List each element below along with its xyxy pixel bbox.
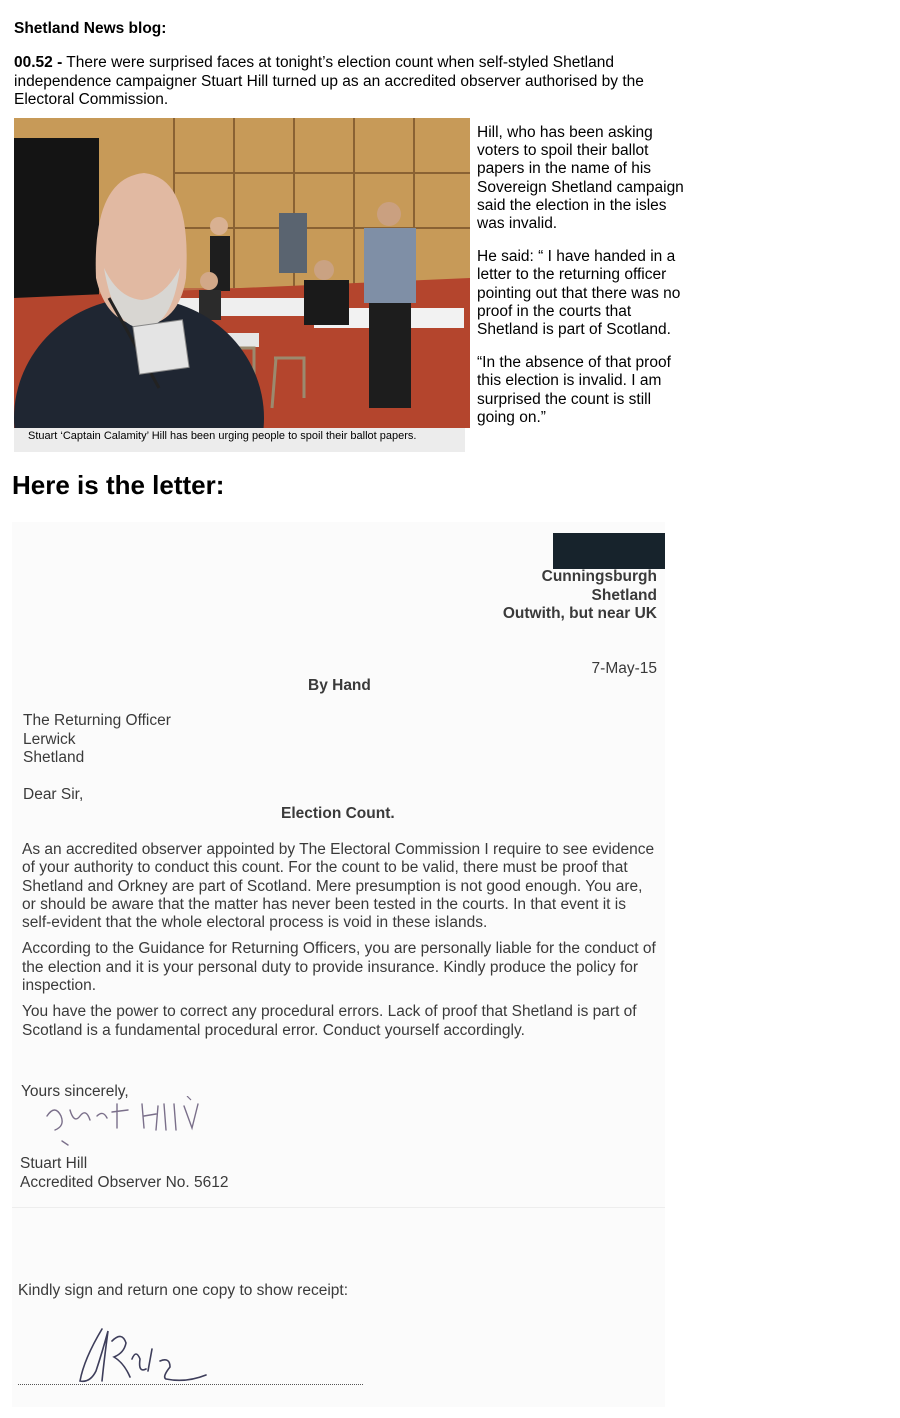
blog-title: Shetland News blog: bbox=[14, 20, 167, 37]
recipient-line: Lerwick bbox=[23, 730, 76, 748]
address-line: Shetland bbox=[591, 586, 657, 604]
letter-date: 7-May-15 bbox=[591, 660, 657, 677]
closing: Yours sincerely, bbox=[21, 1083, 129, 1100]
redaction-block bbox=[553, 533, 665, 569]
side-column bbox=[477, 124, 692, 442]
letter-body bbox=[22, 841, 658, 1048]
letter-subject: Election Count. bbox=[281, 805, 395, 822]
recipient-line: Shetland bbox=[23, 749, 85, 766]
address-line: Cunningsburgh bbox=[541, 568, 657, 585]
address-line: Outwith, but near UK bbox=[502, 605, 657, 622]
intro-paragraph bbox=[14, 54, 694, 110]
by-hand-note: By Hand bbox=[308, 677, 371, 694]
sender-address bbox=[503, 568, 657, 624]
sender-title: Accredited Observer No. 5612 bbox=[20, 1173, 229, 1191]
signature-line bbox=[18, 1384, 363, 1385]
letter-scan bbox=[12, 522, 665, 1407]
side-paragraph: “In the absence of that proof this election is invalid. I am surprised the count is still going on.” bbox=[477, 354, 671, 426]
sender-signature bbox=[42, 1096, 242, 1151]
photo-caption: Stuart ‘Captain Calamity’ Hill has been urging people to spoil their ballot papers. bbox=[14, 428, 465, 452]
letter-paragraph: According to the Guidance for Returning Officers, you are personally liable for the conduct of the election and it is your personal duty to provide insurance. Kindly produce the policy for inspection. bbox=[22, 940, 656, 995]
recipient-address bbox=[23, 712, 171, 768]
intro-timestamp: 00.52 - bbox=[14, 54, 63, 71]
side-paragraph: He said: “ I have handed in a letter to the returning officer pointing out that there was no proof in the courts that Shetland is part of Scotland. bbox=[477, 248, 681, 339]
receipt-signature bbox=[72, 1319, 232, 1389]
intro-text: There were surprised faces at tonight’s election count when self-styled Shetland independence campaigner Stuart Hill turned up as an accredited observer authorised by the Electoral Commission. bbox=[14, 54, 644, 108]
recipient-line: The Returning Officer bbox=[23, 712, 171, 729]
count-hall-photo bbox=[14, 118, 470, 428]
letter-paragraph: As an accredited observer appointed by The Electoral Commission I require to see evidence of your authority to conduct this count. For the count to be valid, there must be proof that Shetland and Orkney are part of Scotland. Mere presumption is not good enough. You are, or should be aware that the matter has never been tested in the courts. In that event it is self-evident that the whole electoral process is void in these islands. bbox=[22, 841, 655, 932]
salutation: Dear Sir, bbox=[23, 786, 84, 803]
receipt-note: Kindly sign and return one copy to show receipt: bbox=[18, 1282, 348, 1299]
letter-heading: Here is the letter: bbox=[12, 470, 225, 500]
sender-name: Stuart Hill bbox=[20, 1155, 88, 1172]
page-divider bbox=[12, 1207, 665, 1208]
sender-block bbox=[20, 1155, 229, 1192]
side-paragraph: Hill, who has been asking voters to spoil their ballot papers in the name of his Sovereign Shetland campaign said the election in the isles was invalid. bbox=[477, 124, 684, 233]
letter-paragraph: You have the power to correct any procedural errors. Lack of proof that Shetland is part of Scotland is a fundamental procedural error. Conduct yourself accordingly. bbox=[22, 1003, 637, 1039]
